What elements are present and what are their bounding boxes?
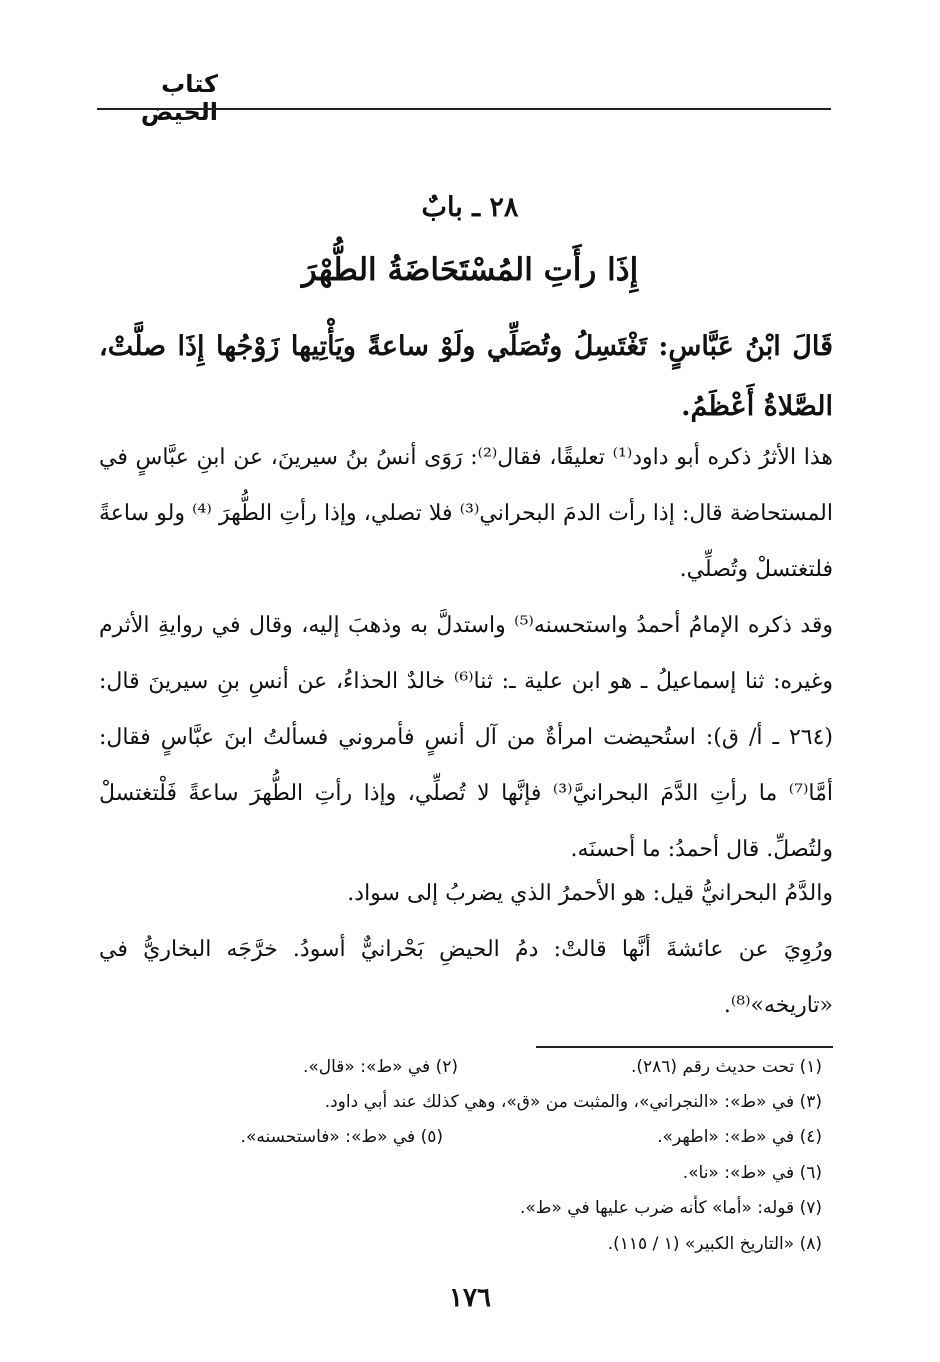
footnote: (٧) قوله: «أما» كأنه ضرب عليها في «ط». [519, 1198, 822, 1218]
body-paragraph: والدَّمُ البحرانيُّ قيل: هو الأحمرُ الذي يضربُ إلى سواد. [347, 881, 833, 906]
header-divider [97, 108, 831, 110]
body-paragraph: ورُوِيَ عن عائشةَ أنَّها قالتْ: دمُ الحيضِ بَحْرانيٌّ أسودُ. خرَّجَه البخاريُّ في «تاريخه»⁽⁸⁾. [99, 937, 833, 1018]
chapter-title: إِذَا رأَتِ المُسْتَحَاضَةُ الطُّهْرَ [301, 252, 639, 288]
page-number: ١٧٦ [449, 1283, 491, 1313]
body-paragraph: هذا الأثرُ ذكره أبو داود⁽¹⁾ تعليقًا، فقال⁽²⁾: رَوَى أنسُ بنُ سيرينَ، عن ابنِ عبَّاسٍ في المستحاضة قال: إذا رأت الدمَ البحراني⁽³⁾ فلا تصلي، وإذا رأتِ الطُّهرَ ⁽⁴⁾ ولو ساعةً فلتغتسلْ وتُصلِّي. [99, 445, 833, 582]
footnote: (٢) في «ط»: «قال». [302, 1057, 458, 1077]
quoted-text: قَالَ ابْنُ عَبَّاسٍ: تَغْتَسِلُ وتُصَلِّي ولَوْ ساعةً ويَأْتِيها زَوْجُها إِذَا صلَّتْ، الصَّلاةُ أَعْظَمُ. [99, 331, 833, 422]
footnote: (٣) في «ط»: «النجراني»، والمثبت من «ق»، وهي كذلك عند أبي داود. [324, 1092, 822, 1112]
footnote: (٤) في «ط»: «اطهر». [657, 1127, 822, 1147]
footnote: (٦) في «ط»: «نا». [682, 1163, 822, 1183]
footnote: (١) تحت حديث رقم (٢٨٦). [630, 1057, 822, 1077]
footnote-divider [536, 1046, 833, 1048]
chapter-number: ٢٨ ـ بابٌ [421, 192, 519, 223]
footnote: (٨) «التاريخ الكبير» (١ / ١١٥). [607, 1234, 822, 1254]
body-paragraph: وقد ذكره الإمامُ أحمدُ واستحسنه⁽⁵⁾ واستدلَّ به وذهبَ إليه، وقال في روايةِ الأثرم وغيره: ثنا إسماعيلُ ـ هو ابن علية ـ: ثنا⁽⁶⁾ خالدٌ الحذاءُ، عن أنسِ بنِ سيرينَ قال: (٢٦٤ ـ أ/ ق): استُحيضت امرأةٌ من آل أنسٍ فأمروني فسألتُ ابنَ عبَّاسٍ فقال: أمَّا⁽⁷⁾ ما رأتِ الدَّمَ البحرانيَّ⁽³⁾ فإنَّها لا تُصلِّي، وإذا رأتِ الطُّهرَ ساعةً فَلْتغتسلْ ولتُصلِّ. قال أحمدُ: ما أحسنَه. [99, 613, 833, 862]
footnote: (٥) في «ط»: «فاستحسنه». [240, 1127, 443, 1147]
running-header: كتاب الحيض [140, 70, 218, 126]
